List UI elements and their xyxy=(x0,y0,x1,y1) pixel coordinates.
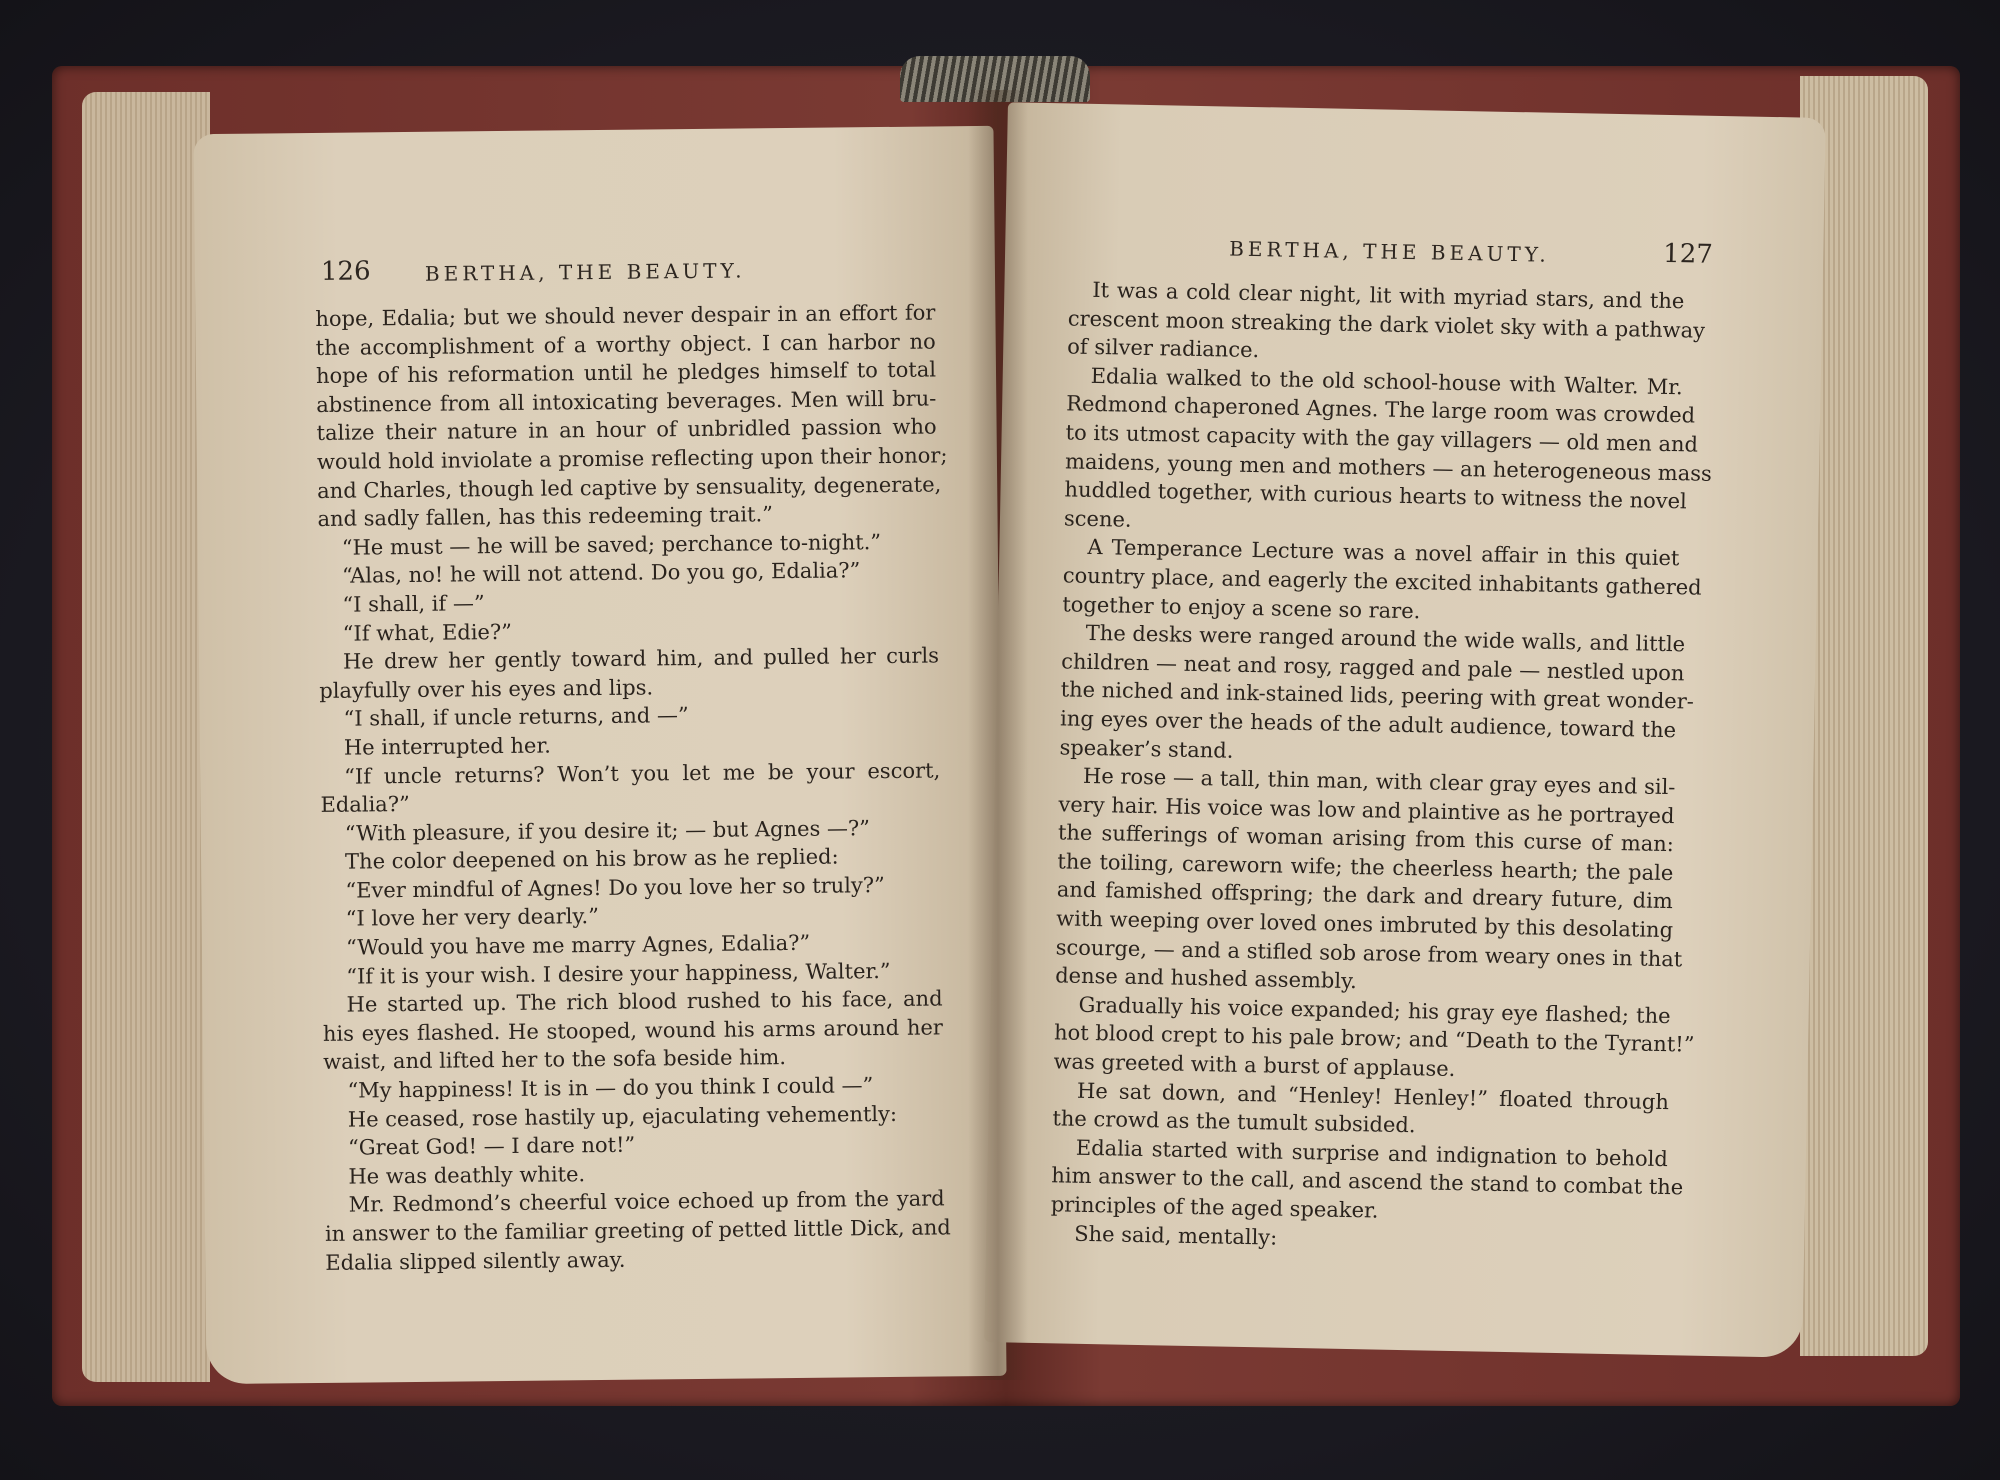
text-line: “I shall, if uncle returns, and —” xyxy=(343,703,689,731)
text-line: “He must — he will be saved; perchance to-night.” xyxy=(341,529,882,560)
text-line: Edalia walked to the old school-house with Walter. Mr. xyxy=(1090,363,1683,400)
text-line: Edalia?” xyxy=(320,792,410,818)
text-line: He drew her gently toward him, and pulled her curls xyxy=(342,643,940,674)
spine-shadow xyxy=(968,90,1028,1380)
text-line: He was deathly white. xyxy=(348,1161,586,1189)
text-line: hot blood crept to his pale brow; and “Death to the Tyrant!” xyxy=(1053,1020,1695,1058)
text-line: and famished offspring; the dark and dreary future, dim xyxy=(1056,877,1673,914)
text-line: together to enjoy a scene so rare. xyxy=(1062,591,1421,623)
text-line: very hair. His voice was low and plaintive as he portrayed xyxy=(1058,792,1675,828)
text-line: hope of his reformation until he pledges himself to total xyxy=(315,357,937,389)
text-line: maidens, young men and mothers — an heterogeneous mass xyxy=(1064,448,1713,486)
page-number: 126 xyxy=(320,256,371,287)
text-line: his eyes flashed. He stooped, wound his arms around her xyxy=(322,1015,943,1046)
right-page xyxy=(984,102,1826,1357)
text-line: the niched and ink-stained lids, peering with great wonder- xyxy=(1060,677,1695,714)
page-text xyxy=(315,298,951,1277)
text-line: He sat down, and “Henley! Henley!” floated through xyxy=(1076,1078,1670,1114)
text-line: the sufferings of woman arising from this curse of man: xyxy=(1057,820,1675,857)
text-line: “If it is your wish. I desire your happiness, Walter.” xyxy=(346,958,891,989)
text-line: principles of the aged speaker. xyxy=(1050,1192,1379,1223)
text-line: the toiling, careworn wife; the cheerless hearth; the pale xyxy=(1057,849,1674,886)
text-line: “If uncle returns? Won’t you let me be your escort, xyxy=(344,757,941,789)
text-line: ing eyes over the heads of the adult audience, toward the xyxy=(1059,706,1677,743)
text-line: Redmond chaperoned Agnes. The large room was crowded xyxy=(1065,391,1696,428)
text-line: “I love her very dearly.” xyxy=(345,904,600,932)
text-line: crescent moon streaking the dark violet sky with a pathway xyxy=(1067,306,1706,343)
text-line: of silver radiance. xyxy=(1067,334,1260,363)
text-line: The desks were ranged around the wide walls, and little xyxy=(1085,620,1686,657)
running-head: BERTHA, THE BEAUTY. xyxy=(424,258,746,286)
running-head: BERTHA, THE BEAUTY. xyxy=(1228,236,1550,267)
text-line: “If what, Edie?” xyxy=(342,619,513,646)
text-line: would hold inviolate a promise reflecting upon their honor; xyxy=(316,443,948,474)
left-page-edges xyxy=(82,92,210,1382)
text-line: He started up. The rich blood rushed to his face, and xyxy=(346,986,943,1017)
text-line: “My happiness! It is in — do you think I could —” xyxy=(347,1073,874,1103)
text-line: Mr. Redmond’s cheerful voice echoed up from the yard xyxy=(348,1186,945,1218)
text-line: was greeted with a burst of applause. xyxy=(1053,1049,1456,1082)
text-line: scene. xyxy=(1063,506,1132,532)
text-line: speaker’s stand. xyxy=(1059,734,1234,763)
text-line: A Temperance Lecture was a novel affair in this quiet xyxy=(1087,535,1680,571)
text-line: dense and hushed assembly. xyxy=(1054,963,1358,994)
text-line: huddled together, with curious hearts to witness the novel xyxy=(1064,477,1688,514)
text-line: abstinence from all intoxicating beverages. Men will bru- xyxy=(316,386,937,417)
text-line: in answer to the familiar greeting of petted little Dick, and xyxy=(324,1215,951,1246)
text-line: Edalia slipped silently away. xyxy=(325,1247,626,1275)
text-line: playfully over his eyes and lips. xyxy=(319,675,654,703)
text-line: The color deepened on his brow as he replied: xyxy=(344,844,839,874)
text-line: “Ever mindful of Agnes! Do you love her so truly?” xyxy=(345,872,885,903)
text-line: “Would you have me marry Agnes, Edalia?” xyxy=(345,930,811,960)
text-line: He ceased, rose hastily up, ejaculating vehemently: xyxy=(347,1101,898,1132)
text-line: him answer to the call, and ascend the stand to combat the xyxy=(1051,1163,1684,1200)
left-page xyxy=(193,126,1006,1384)
text-line: hope, Edalia; but we should never despair in an effort for xyxy=(315,300,936,331)
text-line: to its utmost capacity with the gay villagers — old men and xyxy=(1065,420,1699,457)
text-line: “Alas, no! he will not attend. Do you go, Edalia?” xyxy=(341,558,861,589)
text-line: “With pleasure, if you desire it; — but Agnes —?” xyxy=(344,815,871,846)
text-line: talize their nature in an hour of unbridled passion who xyxy=(316,414,937,446)
text-line: scourge, — and a stifled sob arose from weary ones in that xyxy=(1055,934,1683,972)
text-line: He rose — a tall, thin man, with clear gray eyes and sil- xyxy=(1082,763,1676,800)
text-line: waist, and lifted her to the sofa beside him. xyxy=(323,1045,787,1075)
text-line: the accomplishment of a worthy object. I can harbor no xyxy=(315,329,936,360)
text-line: It was a cold clear night, lit with myriad stars, and the xyxy=(1092,277,1685,314)
text-line: He interrupted her. xyxy=(343,733,551,760)
text-line: the crowd as the tumult subsided. xyxy=(1052,1106,1416,1138)
text-line: “I shall, if —” xyxy=(342,591,485,617)
text-line: with weeping over loved ones imbruted by this desolating xyxy=(1056,906,1674,943)
text-line: Edalia started with surprise and indignation to behold xyxy=(1075,1135,1669,1171)
text-line: She said, mentally: xyxy=(1074,1221,1278,1250)
text-line: and Charles, though led captive by sensuality, degenerate, xyxy=(317,471,942,503)
page-text xyxy=(1050,275,1713,1259)
text-line: and sadly fallen, has this redeeming trait.” xyxy=(317,502,774,532)
text-line: children — neat and rosy, ragged and pale — nestled upon xyxy=(1061,649,1685,686)
text-line: Gradually his voice expanded; his gray eye flashed; the xyxy=(1078,992,1671,1028)
text-line: country place, and eagerly the excited inhabitants gathered xyxy=(1062,563,1702,600)
text-line: “Great God! — I dare not!” xyxy=(347,1132,636,1160)
page-number: 127 xyxy=(1662,238,1714,270)
